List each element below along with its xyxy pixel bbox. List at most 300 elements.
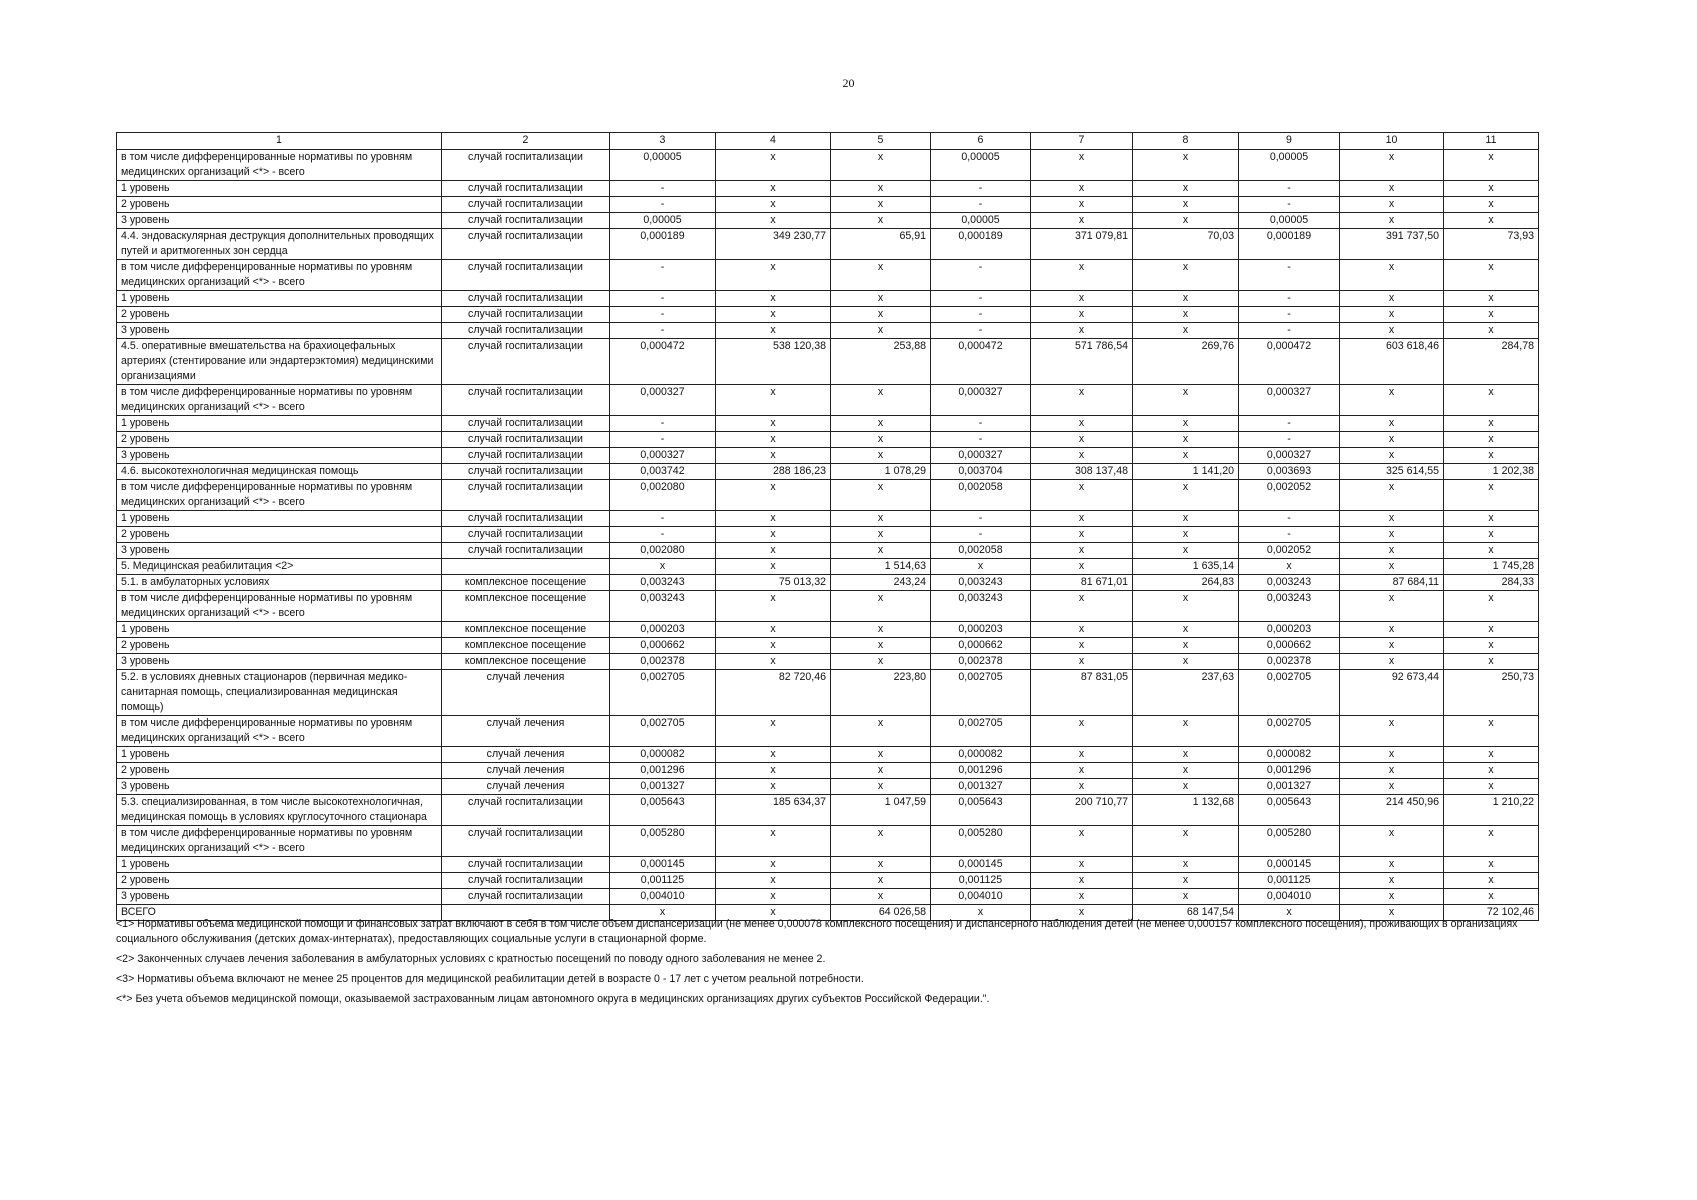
value-cell-col-8: x bbox=[1133, 432, 1239, 448]
value-cell-col-6: 0,005280 bbox=[931, 826, 1031, 857]
table-row bbox=[117, 385, 1539, 416]
value-cell-col-11: x bbox=[1444, 432, 1539, 448]
value-cell-col-9: 0,005643 bbox=[1239, 795, 1340, 826]
value-cell-col-8: 70,03 bbox=[1133, 229, 1239, 260]
value-cell-col-9: - bbox=[1239, 260, 1340, 291]
value-cell-col-4: x bbox=[716, 197, 831, 213]
value-cell-col-9: 0,003693 bbox=[1239, 464, 1340, 480]
value-cell-col-4: 288 186,23 bbox=[716, 464, 831, 480]
value-cell-col-8: x bbox=[1133, 779, 1239, 795]
value-cell-col-6: 0,005643 bbox=[931, 795, 1031, 826]
value-cell-col-10: x bbox=[1340, 826, 1444, 857]
row-label-cell: 5. Медицинская реабилитация <2> bbox=[117, 559, 442, 575]
value-cell-col-10: 92 673,44 bbox=[1340, 670, 1444, 716]
value-cell-col-9: - bbox=[1239, 197, 1340, 213]
unit-cell: случай госпитализации bbox=[442, 339, 610, 385]
value-cell-col-6: - bbox=[931, 260, 1031, 291]
unit-cell: случай госпитализации bbox=[442, 229, 610, 260]
value-cell-col-10: x bbox=[1340, 416, 1444, 432]
value-cell-col-6: - bbox=[931, 307, 1031, 323]
value-cell-col-6: 0,000203 bbox=[931, 622, 1031, 638]
unit-cell: случай госпитализации bbox=[442, 323, 610, 339]
value-cell-col-11: x bbox=[1444, 181, 1539, 197]
value-cell-col-6: 0,000327 bbox=[931, 385, 1031, 416]
value-cell-col-3: 0,002080 bbox=[610, 480, 716, 511]
value-cell-col-7: x bbox=[1031, 323, 1133, 339]
unit-cell: случай госпитализации bbox=[442, 385, 610, 416]
value-cell-col-5: 64 026,58 bbox=[831, 905, 931, 921]
value-cell-col-6: - bbox=[931, 432, 1031, 448]
value-cell-col-5: 253,88 bbox=[831, 339, 931, 385]
value-cell-col-3: - bbox=[610, 181, 716, 197]
table-row bbox=[117, 543, 1539, 559]
value-cell-col-8: x bbox=[1133, 763, 1239, 779]
value-cell-col-10: x bbox=[1340, 480, 1444, 511]
unit-cell: случай госпитализации bbox=[442, 260, 610, 291]
value-cell-col-5: x bbox=[831, 654, 931, 670]
unit-cell: случай госпитализации bbox=[442, 197, 610, 213]
unit-cell: комплексное посещение bbox=[442, 654, 610, 670]
value-cell-col-11: 1 210,22 bbox=[1444, 795, 1539, 826]
value-cell-col-3: 0,004010 bbox=[610, 889, 716, 905]
header-cell-col-4: 4 bbox=[716, 133, 831, 150]
value-cell-col-9: 0,001327 bbox=[1239, 779, 1340, 795]
value-cell-col-3: 0,000327 bbox=[610, 385, 716, 416]
value-cell-col-3: 0,001296 bbox=[610, 763, 716, 779]
value-cell-col-4: x bbox=[716, 511, 831, 527]
value-cell-col-5: x bbox=[831, 291, 931, 307]
value-cell-col-9: x bbox=[1239, 905, 1340, 921]
unit-cell: случай госпитализации bbox=[442, 464, 610, 480]
value-cell-col-10: 603 618,46 bbox=[1340, 339, 1444, 385]
value-cell-col-10: 214 450,96 bbox=[1340, 795, 1444, 826]
value-cell-col-4: x bbox=[716, 779, 831, 795]
row-label-cell: 1 уровень bbox=[117, 622, 442, 638]
value-cell-col-11: 73,93 bbox=[1444, 229, 1539, 260]
value-cell-col-5: x bbox=[831, 416, 931, 432]
value-cell-col-11: x bbox=[1444, 826, 1539, 857]
value-cell-col-8: x bbox=[1133, 716, 1239, 747]
value-cell-col-4: x bbox=[716, 716, 831, 747]
row-label-cell: 1 уровень bbox=[117, 291, 442, 307]
value-cell-col-9: 0,000662 bbox=[1239, 638, 1340, 654]
header-cell-col-8: 8 bbox=[1133, 133, 1239, 150]
unit-cell: комплексное посещение bbox=[442, 575, 610, 591]
row-label-cell: 3 уровень bbox=[117, 323, 442, 339]
value-cell-col-3: 0,003243 bbox=[610, 591, 716, 622]
unit-cell: случай госпитализации bbox=[442, 857, 610, 873]
table-row bbox=[117, 795, 1539, 826]
table-row bbox=[117, 638, 1539, 654]
footnotes bbox=[116, 917, 1546, 1012]
value-cell-col-5: x bbox=[831, 638, 931, 654]
value-cell-col-6: - bbox=[931, 323, 1031, 339]
value-cell-col-10: x bbox=[1340, 181, 1444, 197]
value-cell-col-5: x bbox=[831, 448, 931, 464]
row-label-cell: 3 уровень bbox=[117, 779, 442, 795]
value-cell-col-4: x bbox=[716, 448, 831, 464]
value-cell-col-6: 0,002705 bbox=[931, 670, 1031, 716]
row-label-cell: 4.6. высокотехнологичная медицинская помощь bbox=[117, 464, 442, 480]
value-cell-col-3: 0,000145 bbox=[610, 857, 716, 873]
value-cell-col-8: x bbox=[1133, 416, 1239, 432]
value-cell-col-9: 0,000082 bbox=[1239, 747, 1340, 763]
value-cell-col-8: x bbox=[1133, 527, 1239, 543]
value-cell-col-11: x bbox=[1444, 763, 1539, 779]
value-cell-col-7: x bbox=[1031, 905, 1133, 921]
value-cell-col-4: x bbox=[716, 307, 831, 323]
value-cell-col-7: x bbox=[1031, 559, 1133, 575]
value-cell-col-7: x bbox=[1031, 779, 1133, 795]
value-cell-col-7: 81 671,01 bbox=[1031, 575, 1133, 591]
value-cell-col-7: x bbox=[1031, 873, 1133, 889]
value-cell-col-7: x bbox=[1031, 527, 1133, 543]
value-cell-col-4: 82 720,46 bbox=[716, 670, 831, 716]
value-cell-col-4: x bbox=[716, 622, 831, 638]
value-cell-col-5: 243,24 bbox=[831, 575, 931, 591]
value-cell-col-11: x bbox=[1444, 260, 1539, 291]
header-cell-col-7: 7 bbox=[1031, 133, 1133, 150]
value-cell-col-8: 68 147,54 bbox=[1133, 905, 1239, 921]
value-cell-col-5: x bbox=[831, 527, 931, 543]
value-cell-col-6: 0,000662 bbox=[931, 638, 1031, 654]
value-cell-col-6: 0,001125 bbox=[931, 873, 1031, 889]
unit-cell: случай лечения bbox=[442, 779, 610, 795]
value-cell-col-6: 0,002378 bbox=[931, 654, 1031, 670]
table-row bbox=[117, 559, 1539, 575]
value-cell-col-5: x bbox=[831, 543, 931, 559]
table-row bbox=[117, 323, 1539, 339]
value-cell-col-4: x bbox=[716, 291, 831, 307]
value-cell-col-11: x bbox=[1444, 622, 1539, 638]
value-cell-col-5: 1 047,59 bbox=[831, 795, 931, 826]
value-cell-col-7: x bbox=[1031, 181, 1133, 197]
table-row bbox=[117, 181, 1539, 197]
row-label-cell: 1 уровень bbox=[117, 181, 442, 197]
value-cell-col-8: x bbox=[1133, 291, 1239, 307]
value-cell-col-10: x bbox=[1340, 432, 1444, 448]
value-cell-col-4: x bbox=[716, 432, 831, 448]
row-label-cell: ВСЕГО bbox=[117, 905, 442, 921]
table-row bbox=[117, 873, 1539, 889]
row-label-cell: в том числе дифференцированные нормативы по уровням медицинских организаций <*> - всего bbox=[117, 480, 442, 511]
value-cell-col-3: 0,000082 bbox=[610, 747, 716, 763]
value-cell-col-7: x bbox=[1031, 416, 1133, 432]
value-cell-col-3: 0,005643 bbox=[610, 795, 716, 826]
value-cell-col-4: x bbox=[716, 385, 831, 416]
table-row bbox=[117, 826, 1539, 857]
header-cell-col-3: 3 bbox=[610, 133, 716, 150]
table-row bbox=[117, 763, 1539, 779]
table-row bbox=[117, 857, 1539, 873]
value-cell-col-10: x bbox=[1340, 150, 1444, 181]
value-cell-col-6: 0,001296 bbox=[931, 763, 1031, 779]
value-cell-col-11: 72 102,46 bbox=[1444, 905, 1539, 921]
value-cell-col-11: x bbox=[1444, 543, 1539, 559]
row-label-cell: 2 уровень bbox=[117, 873, 442, 889]
value-cell-col-9: 0,000327 bbox=[1239, 448, 1340, 464]
value-cell-col-5: x bbox=[831, 213, 931, 229]
value-cell-col-6: - bbox=[931, 181, 1031, 197]
value-cell-col-5: x bbox=[831, 260, 931, 291]
value-cell-col-11: x bbox=[1444, 323, 1539, 339]
row-label-cell: 2 уровень bbox=[117, 307, 442, 323]
value-cell-col-3: x bbox=[610, 559, 716, 575]
value-cell-col-4: x bbox=[716, 323, 831, 339]
value-cell-col-8: 237,63 bbox=[1133, 670, 1239, 716]
value-cell-col-11: x bbox=[1444, 591, 1539, 622]
value-cell-col-8: x bbox=[1133, 622, 1239, 638]
value-cell-col-3: - bbox=[610, 307, 716, 323]
value-cell-col-8: x bbox=[1133, 591, 1239, 622]
page-number: 20 bbox=[842, 76, 855, 90]
value-cell-col-4: x bbox=[716, 480, 831, 511]
value-cell-col-7: x bbox=[1031, 638, 1133, 654]
value-cell-col-9: 0,002378 bbox=[1239, 654, 1340, 670]
value-cell-col-7: x bbox=[1031, 889, 1133, 905]
table-row bbox=[117, 260, 1539, 291]
header-cell-col-11: 11 bbox=[1444, 133, 1539, 150]
value-cell-col-9: - bbox=[1239, 511, 1340, 527]
value-cell-col-11: x bbox=[1444, 150, 1539, 181]
row-label-cell: 5.1. в амбулаторных условиях bbox=[117, 575, 442, 591]
value-cell-col-4: x bbox=[716, 559, 831, 575]
value-cell-col-4: 349 230,77 bbox=[716, 229, 831, 260]
value-cell-col-4: x bbox=[716, 591, 831, 622]
value-cell-col-7: x bbox=[1031, 291, 1133, 307]
value-cell-col-10: x bbox=[1340, 197, 1444, 213]
value-cell-col-7: x bbox=[1031, 543, 1133, 559]
value-cell-col-7: x bbox=[1031, 763, 1133, 779]
value-cell-col-6: - bbox=[931, 197, 1031, 213]
value-cell-col-10: x bbox=[1340, 622, 1444, 638]
value-cell-col-8: x bbox=[1133, 873, 1239, 889]
value-cell-col-7: x bbox=[1031, 591, 1133, 622]
value-cell-col-10: x bbox=[1340, 763, 1444, 779]
unit-cell: случай госпитализации bbox=[442, 181, 610, 197]
value-cell-col-7: x bbox=[1031, 511, 1133, 527]
value-cell-col-8: 269,76 bbox=[1133, 339, 1239, 385]
value-cell-col-10: x bbox=[1340, 873, 1444, 889]
value-cell-col-6: - bbox=[931, 416, 1031, 432]
value-cell-col-5: x bbox=[831, 857, 931, 873]
table-row bbox=[117, 591, 1539, 622]
row-label-cell: в том числе дифференцированные нормативы по уровням медицинских организаций <*> - всего bbox=[117, 591, 442, 622]
value-cell-col-9: x bbox=[1239, 559, 1340, 575]
table-body bbox=[117, 150, 1539, 921]
value-cell-col-11: x bbox=[1444, 213, 1539, 229]
value-cell-col-10: x bbox=[1340, 291, 1444, 307]
value-cell-col-7: 371 079,81 bbox=[1031, 229, 1133, 260]
table-row bbox=[117, 575, 1539, 591]
value-cell-col-10: x bbox=[1340, 857, 1444, 873]
value-cell-col-10: 325 614,55 bbox=[1340, 464, 1444, 480]
unit-cell: случай лечения bbox=[442, 747, 610, 763]
value-cell-col-5: x bbox=[831, 385, 931, 416]
value-cell-col-3: - bbox=[610, 416, 716, 432]
row-label-cell: 2 уровень bbox=[117, 638, 442, 654]
table-row bbox=[117, 432, 1539, 448]
value-cell-col-6: x bbox=[931, 559, 1031, 575]
value-cell-col-3: - bbox=[610, 260, 716, 291]
value-cell-col-11: x bbox=[1444, 716, 1539, 747]
row-label-cell: 1 уровень bbox=[117, 747, 442, 763]
value-cell-col-11: x bbox=[1444, 889, 1539, 905]
header-cell-col-9: 9 bbox=[1239, 133, 1340, 150]
value-cell-col-5: x bbox=[831, 432, 931, 448]
table-row bbox=[117, 511, 1539, 527]
value-cell-col-5: x bbox=[831, 779, 931, 795]
value-cell-col-3: 0,002378 bbox=[610, 654, 716, 670]
value-cell-col-5: x bbox=[831, 323, 931, 339]
value-cell-col-11: x bbox=[1444, 527, 1539, 543]
value-cell-col-3: 0,002080 bbox=[610, 543, 716, 559]
value-cell-col-4: x bbox=[716, 905, 831, 921]
value-cell-col-8: x bbox=[1133, 654, 1239, 670]
footnote-3: <3> Нормативы объема включают не менее 25 процентов для медицинской реабилитации детей в возрасте 0 - 17 лет с учетом реальной потребности. bbox=[116, 973, 864, 985]
value-cell-col-10: x bbox=[1340, 260, 1444, 291]
value-cell-col-8: x bbox=[1133, 638, 1239, 654]
table-header-row bbox=[117, 133, 1539, 150]
unit-cell bbox=[442, 559, 610, 575]
value-cell-col-4: x bbox=[716, 763, 831, 779]
value-cell-col-3: 0,000472 bbox=[610, 339, 716, 385]
value-cell-col-7: x bbox=[1031, 432, 1133, 448]
unit-cell: случай госпитализации bbox=[442, 889, 610, 905]
row-label-cell: 2 уровень bbox=[117, 197, 442, 213]
value-cell-col-10: x bbox=[1340, 638, 1444, 654]
value-cell-col-7: 571 786,54 bbox=[1031, 339, 1133, 385]
value-cell-col-11: x bbox=[1444, 857, 1539, 873]
value-cell-col-8: x bbox=[1133, 260, 1239, 291]
value-cell-col-3: 0,002705 bbox=[610, 670, 716, 716]
row-label-cell: 1 уровень bbox=[117, 511, 442, 527]
value-cell-col-6: 0,001327 bbox=[931, 779, 1031, 795]
value-cell-col-3: - bbox=[610, 527, 716, 543]
value-cell-col-11: x bbox=[1444, 654, 1539, 670]
table-row bbox=[117, 307, 1539, 323]
value-cell-col-6: 0,002058 bbox=[931, 543, 1031, 559]
value-cell-col-9: 0,002052 bbox=[1239, 543, 1340, 559]
table-row bbox=[117, 670, 1539, 716]
value-cell-col-3: 0,003243 bbox=[610, 575, 716, 591]
value-cell-col-5: x bbox=[831, 197, 931, 213]
value-cell-col-7: x bbox=[1031, 747, 1133, 763]
value-cell-col-5: x bbox=[831, 307, 931, 323]
value-cell-col-4: x bbox=[716, 181, 831, 197]
value-cell-col-8: x bbox=[1133, 543, 1239, 559]
value-cell-col-9: - bbox=[1239, 416, 1340, 432]
value-cell-col-5: 1 514,63 bbox=[831, 559, 931, 575]
header-cell-col-1: 1 bbox=[117, 133, 442, 150]
value-cell-col-9: 0,003243 bbox=[1239, 591, 1340, 622]
value-cell-col-6: - bbox=[931, 527, 1031, 543]
value-cell-col-5: x bbox=[831, 511, 931, 527]
value-cell-col-9: 0,003243 bbox=[1239, 575, 1340, 591]
value-cell-col-10: x bbox=[1340, 543, 1444, 559]
value-cell-col-5: 65,91 bbox=[831, 229, 931, 260]
unit-cell: случай госпитализации bbox=[442, 307, 610, 323]
value-cell-col-8: x bbox=[1133, 213, 1239, 229]
value-cell-col-3: 0,000327 bbox=[610, 448, 716, 464]
value-cell-col-10: x bbox=[1340, 654, 1444, 670]
value-cell-col-8: 1 141,20 bbox=[1133, 464, 1239, 480]
value-cell-col-10: x bbox=[1340, 591, 1444, 622]
row-label-cell: 3 уровень bbox=[117, 543, 442, 559]
value-cell-col-3: - bbox=[610, 323, 716, 339]
unit-cell: случай госпитализации bbox=[442, 480, 610, 511]
value-cell-col-7: x bbox=[1031, 260, 1133, 291]
value-cell-col-11: 284,78 bbox=[1444, 339, 1539, 385]
table-row bbox=[117, 464, 1539, 480]
value-cell-col-11: x bbox=[1444, 747, 1539, 763]
value-cell-col-6: - bbox=[931, 511, 1031, 527]
value-cell-col-6: - bbox=[931, 291, 1031, 307]
value-cell-col-5: x bbox=[831, 747, 931, 763]
value-cell-col-4: x bbox=[716, 873, 831, 889]
value-cell-col-4: x bbox=[716, 527, 831, 543]
value-cell-col-9: - bbox=[1239, 432, 1340, 448]
value-cell-col-7: x bbox=[1031, 197, 1133, 213]
value-cell-col-3: 0,001327 bbox=[610, 779, 716, 795]
footnote-4: <*> Без учета объемов медицинской помощи, оказываемой застрахованным лицам автономного округа в медицинских организациях других субъектов Российской Федерации.". bbox=[116, 993, 990, 1005]
value-cell-col-8: x bbox=[1133, 747, 1239, 763]
unit-cell: случай госпитализации bbox=[442, 213, 610, 229]
row-label-cell: в том числе дифференцированные нормативы по уровням медицинских организаций <*> - всего bbox=[117, 150, 442, 181]
value-cell-col-4: x bbox=[716, 416, 831, 432]
value-cell-col-11: 284,33 bbox=[1444, 575, 1539, 591]
value-cell-col-11: x bbox=[1444, 511, 1539, 527]
row-label-cell: 3 уровень bbox=[117, 213, 442, 229]
value-cell-col-8: x bbox=[1133, 448, 1239, 464]
value-cell-col-3: - bbox=[610, 197, 716, 213]
value-cell-col-9: 0,000189 bbox=[1239, 229, 1340, 260]
value-cell-col-8: 1 635,14 bbox=[1133, 559, 1239, 575]
value-cell-col-10: x bbox=[1340, 889, 1444, 905]
value-cell-col-6: 0,002058 bbox=[931, 480, 1031, 511]
table-row bbox=[117, 622, 1539, 638]
value-cell-col-7: x bbox=[1031, 448, 1133, 464]
value-cell-col-11: x bbox=[1444, 197, 1539, 213]
value-cell-col-7: x bbox=[1031, 857, 1133, 873]
value-cell-col-11: x bbox=[1444, 385, 1539, 416]
value-cell-col-7: x bbox=[1031, 654, 1133, 670]
value-cell-col-10: x bbox=[1340, 779, 1444, 795]
value-cell-col-3: x bbox=[610, 905, 716, 921]
value-cell-col-6: 0,003243 bbox=[931, 575, 1031, 591]
value-cell-col-9: - bbox=[1239, 307, 1340, 323]
value-cell-col-6: 0,00005 bbox=[931, 213, 1031, 229]
table-row bbox=[117, 747, 1539, 763]
value-cell-col-4: x bbox=[716, 889, 831, 905]
row-label-cell: в том числе дифференцированные нормативы по уровням медицинских организаций <*> - всего bbox=[117, 385, 442, 416]
header-cell-col-10: 10 bbox=[1340, 133, 1444, 150]
value-cell-col-7: x bbox=[1031, 385, 1133, 416]
table-row bbox=[117, 448, 1539, 464]
value-cell-col-10: x bbox=[1340, 747, 1444, 763]
table-row bbox=[117, 416, 1539, 432]
value-cell-col-10: x bbox=[1340, 323, 1444, 339]
value-cell-col-8: x bbox=[1133, 323, 1239, 339]
table-row bbox=[117, 229, 1539, 260]
value-cell-col-6: 0,00005 bbox=[931, 150, 1031, 181]
value-cell-col-9: 0,001125 bbox=[1239, 873, 1340, 889]
value-cell-col-8: 264,83 bbox=[1133, 575, 1239, 591]
value-cell-col-9: 0,002705 bbox=[1239, 670, 1340, 716]
value-cell-col-5: x bbox=[831, 889, 931, 905]
value-cell-col-11: 1 202,38 bbox=[1444, 464, 1539, 480]
table-row bbox=[117, 197, 1539, 213]
